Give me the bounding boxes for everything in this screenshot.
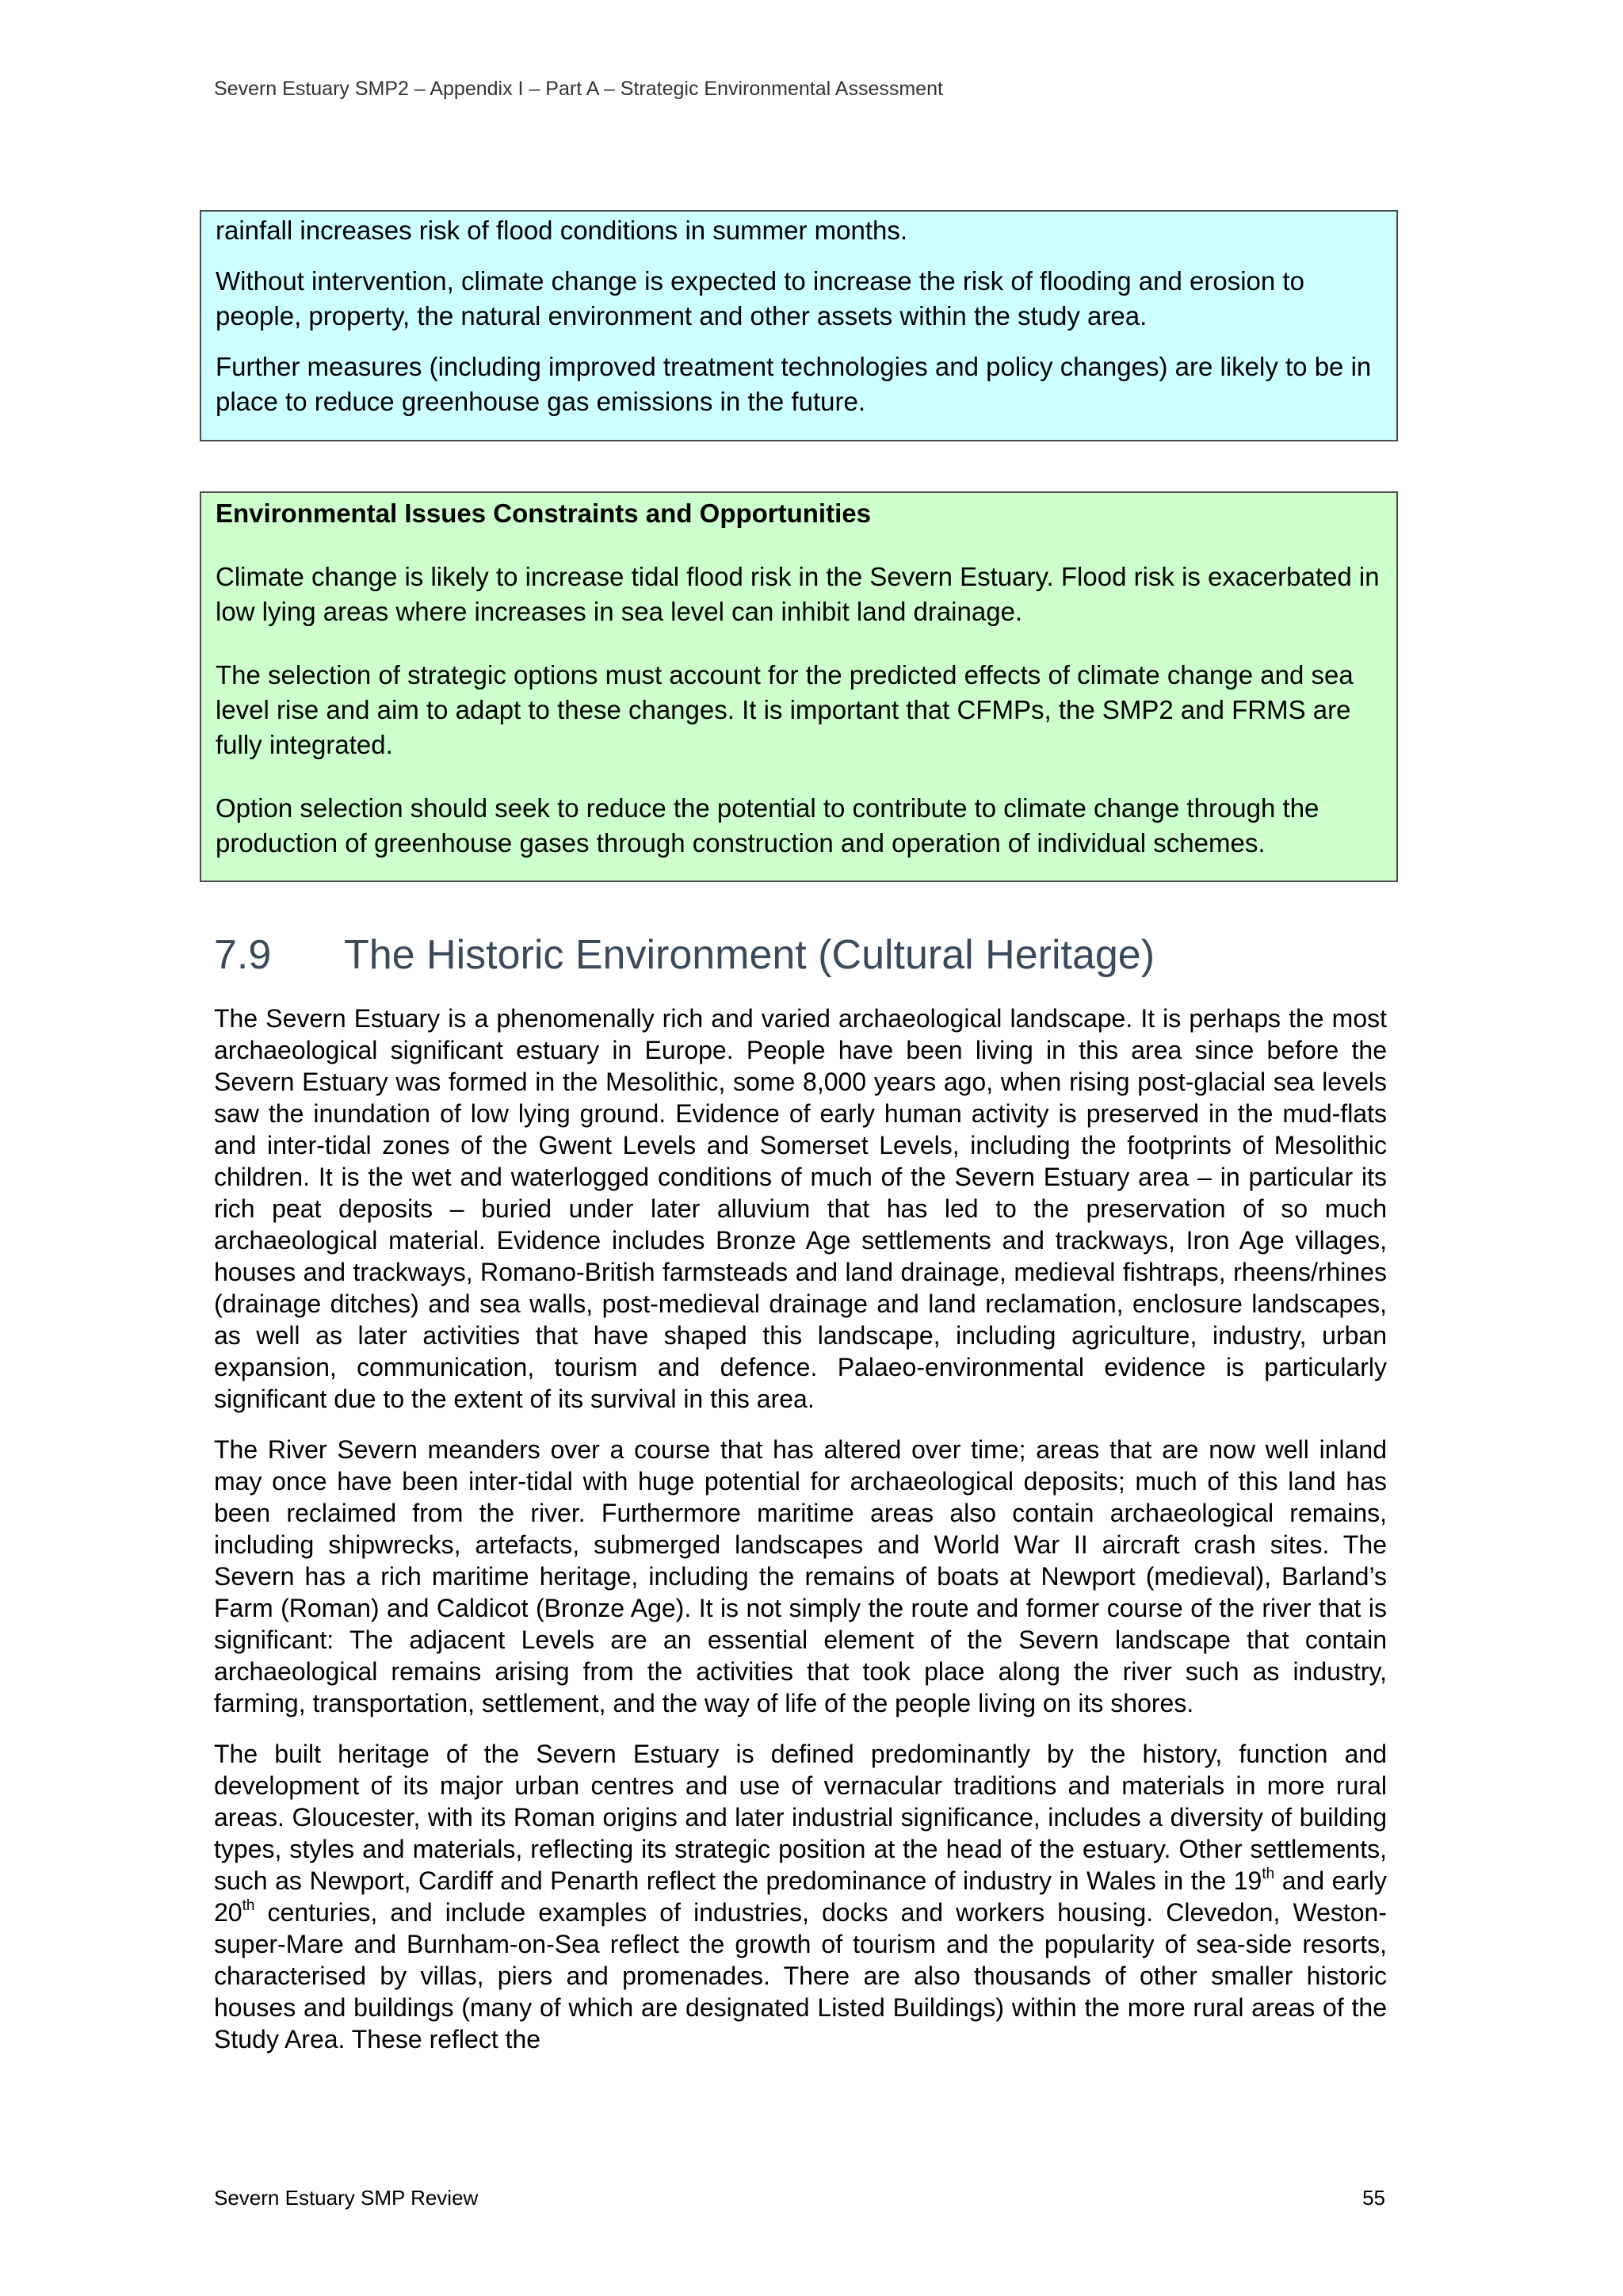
section-heading xyxy=(214,929,1155,981)
section-title: The Historic Environment (Cultural Heritage) xyxy=(344,932,1155,978)
body-paragraph: The River Severn meanders over a course that has altered over time; areas that are now well inland may once have been inter-tidal with huge potential for archaeological deposits; much of this land has been reclaimed from the river. Furthermore maritime areas also contain archaeological remains, including shipwrecks, artefacts, submerged landscapes and World War II aircraft crash sites. The Severn has a rich maritime heritage, including the remains of boats at Newport (medieval), Barland’s Farm (Roman) and Caldicot (Bronze Age). It is not simply the route and former course of the river that is significant: The adjacent Levels are an essential element of the Severn landscape that contain archaeological remains arising from the activities that took place along the river such as industry, farming, transportation, settlement, and the way of life of the people living on its shores. xyxy=(214,1435,1387,1717)
section-body xyxy=(214,1003,1387,2055)
body-text-run: centuries, and include examples of industries, docks and workers housing. Clevedon, Weston-super-Mare and Burnham-on-Sea reflect the growth of tourism and the popularity of sea-side resorts, characterised by villas, piers and promenades. There are also thousands of other smaller historic houses and buildings (many of which are designated Listed Buildings) within the more rural areas of the Study Area. These reflect the xyxy=(214,1898,1387,2053)
environmental-issues-box xyxy=(200,491,1398,882)
summary-paragraph: Without intervention, climate change is expected to increase the risk of flooding and erosion to people, property, the natural environment and other assets within the study area. xyxy=(216,266,1304,330)
footer-document-title: Severn Estuary SMP Review xyxy=(214,2186,479,2210)
body-paragraph xyxy=(214,1738,1387,2055)
page-number: 55 xyxy=(1362,2186,1385,2210)
ordinal-superscript: th xyxy=(242,1897,255,1914)
climate-summary-box xyxy=(200,210,1398,441)
running-header: Severn Estuary SMP2 – Appendix I – Part A – Strategic Environmental Assessment xyxy=(214,78,943,100)
summary-paragraph: rainfall increases risk of flood conditions in summer months. xyxy=(216,216,908,245)
section-number: 7.9 xyxy=(214,932,272,978)
issues-paragraph: Option selection should seek to reduce the potential to contribute to climate change through the production of greenhouse gases through construction and operation of individual schemes. xyxy=(216,793,1319,858)
issues-paragraph: The selection of strategic options must account for the predicted effects of climate change and sea level rise and aim to adapt to these changes. It is important that CFMPs, the SMP2 and FRMS are fully integrated. xyxy=(216,660,1354,759)
body-text-run: The built heritage of the Severn Estuary is defined predominantly by the history, function and development of its major urban centres and use of vernacular traditions and materials in more rural areas. Gloucester, with its Roman origins and later industrial significance, includes a diversity of building types, styles and materials, reflecting its strategic position at the head of the estuary. Other settlements, such as Newport, Cardiff and Penarth reflect the predominance of industry in Wales in the 19 xyxy=(214,1740,1387,1895)
summary-paragraph: Further measures (including improved treatment technologies and policy changes) are likely to be in place to reduce greenhouse gas emissions in the future. xyxy=(216,352,1372,416)
issues-paragraph: Climate change is likely to increase tidal flood risk in the Severn Estuary. Flood risk is exacerbated in low lying areas where increases in sea level can inhibit land drainage. xyxy=(216,562,1380,626)
issues-box-title: Environmental Issues Constraints and Opportunities xyxy=(216,499,871,528)
ordinal-superscript: th xyxy=(1262,1866,1275,1882)
body-paragraph: The Severn Estuary is a phenomenally rich and varied archaeological landscape. It is perhaps the most archaeological significant estuary in Europe. People have been living in this area since before the Severn Estuary was formed in the Mesolithic, some 8,000 years ago, when rising post-glacial sea levels saw the inundation of low lying ground. Evidence of early human activity is preserved in the mud-flats and inter-tidal zones of the Gwent Levels and Somerset Levels, including the footprints of Mesolithic children. It is the wet and waterlogged conditions of much of the Severn Estuary area – in particular its rich peat deposits – buried under later alluvium that has led to the preservation of so much archaeological material. Evidence includes Bronze Age settlements and trackways, Iron Age villages, houses and trackways, Romano-British farmsteads and land drainage, medieval fishtraps, rheens/rhines (drainage ditches) and sea walls, post-medieval drainage and land reclamation, enclosure landscapes, as well as later activities that have shaped this landscape, including agriculture, industry, urban expansion, communication, tourism and defence. Palaeo-environmental evidence is particularly significant due to the extent of its survival in this area. xyxy=(214,1004,1387,1413)
body-text-run: and early 20 xyxy=(214,1866,1388,1927)
